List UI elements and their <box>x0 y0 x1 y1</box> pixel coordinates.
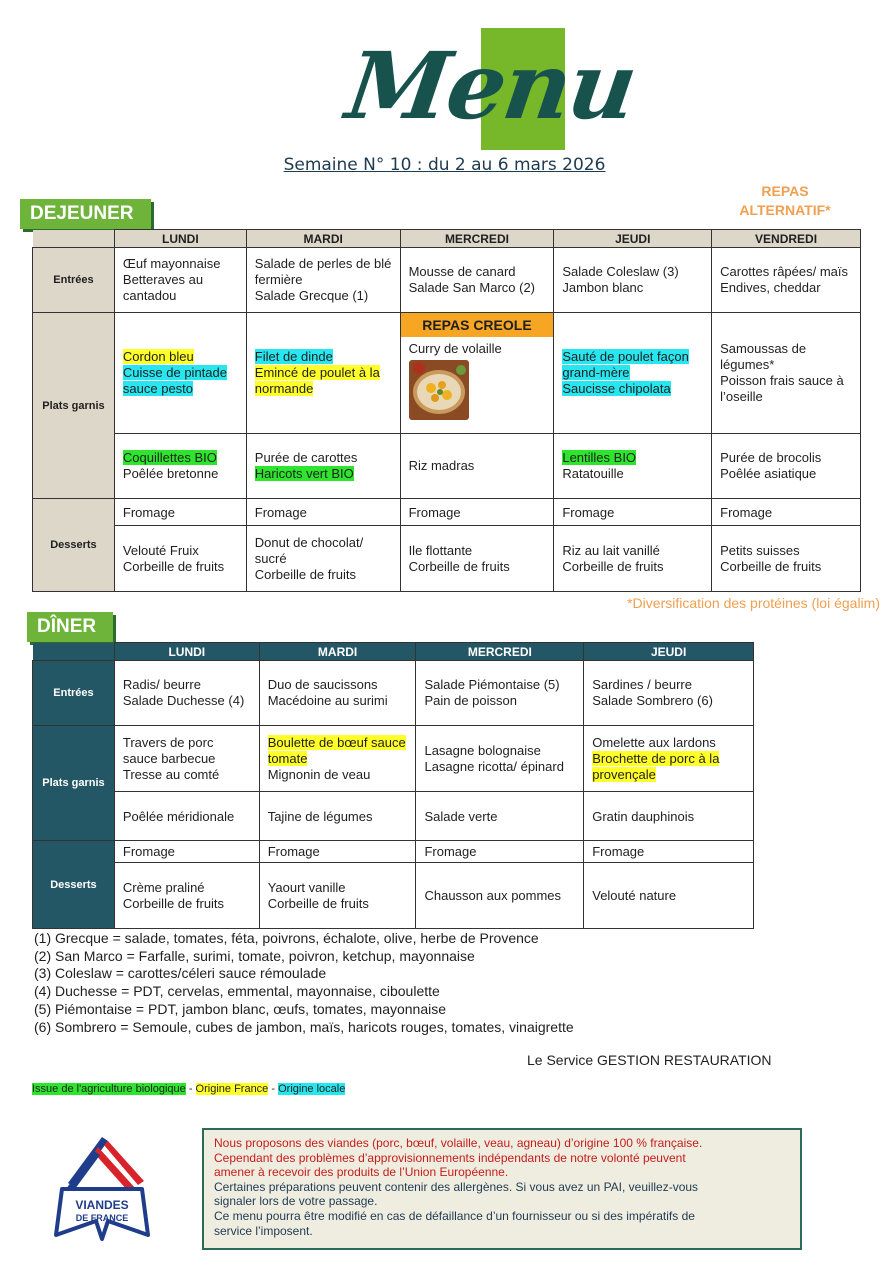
dish: Macédoine au surimi <box>267 693 388 708</box>
menu-cell <box>416 661 584 726</box>
fromage-cell: Fromage <box>114 841 259 863</box>
menu-cell <box>246 248 400 313</box>
legend-locale: Origine locale <box>278 1083 346 1095</box>
menu-cell <box>554 434 712 499</box>
dish: Corbeille de fruits <box>254 566 356 582</box>
dish: Corbeille de fruits <box>267 895 369 911</box>
dish: Salade Duchesse (4) <box>122 693 245 708</box>
dish: Travers de porc sauce barbecue <box>122 734 216 766</box>
menu-cell <box>114 434 246 499</box>
fromage-cell: Fromage <box>554 499 712 526</box>
info-line: Ce menu pourra être modifié en cas de défaillance d’un fournisseur ou si des impératifs de <box>214 1208 695 1223</box>
legend-separator: - <box>185 1083 196 1095</box>
repas-creole-banner: REPAS CREOLE <box>401 313 554 337</box>
day-header: MARDI <box>246 230 400 248</box>
menu-cell <box>246 434 400 499</box>
dish: Purée de brocolis <box>720 450 822 465</box>
menu-cell <box>712 313 861 434</box>
dish-origine-france: Emincé de poulet à la normande <box>254 365 380 396</box>
legend-line: (3) Coleslaw = carottes/céleri sauce rémoulade <box>34 965 327 982</box>
menu-cell: Salade verte <box>416 792 584 841</box>
dish: Corbeille de fruits <box>408 558 510 574</box>
dish: Riz madras <box>408 458 475 473</box>
day-header: MARDI <box>259 643 416 661</box>
day-header: MERCREDI <box>416 643 584 661</box>
menu-cell <box>554 313 712 434</box>
info-line: Cependant des problèmes d’approvisionnements indépendants de notre volonté peuvent <box>214 1150 686 1165</box>
menu-cell <box>114 863 259 929</box>
dish: Carottes râpées/ maïs <box>720 264 849 279</box>
alt-label-line2: ALTERNATIF* <box>739 202 831 218</box>
dish: Poêlée bretonne <box>122 466 219 481</box>
legend-line: (5) Piémontaise = PDT, jambon blanc, œufs, tomates, mayonnaise <box>34 1000 447 1017</box>
menu-cell <box>259 726 416 792</box>
dish: Crème praliné <box>122 879 205 895</box>
dish: Poisson frais sauce à l’oseille <box>720 373 844 404</box>
day-header: JEUDI <box>584 643 754 661</box>
menu-cell <box>400 248 554 313</box>
dish: Corbeille de fruits <box>122 895 225 911</box>
dish: Radis/ beurre <box>122 677 201 692</box>
dish: Lasagne bolognaise <box>424 742 541 758</box>
menu-cell <box>416 863 584 929</box>
dish-bio: Lentilles BIO <box>562 450 637 465</box>
menu-cell: Tajine de légumes <box>259 792 416 841</box>
diner-section-label: DÎNER <box>27 612 113 642</box>
dish: Corbeille de fruits <box>720 558 822 574</box>
legend-line: (1) Grecque = salade, tomates, féta, poivrons, échalote, olive, herbe de Provence <box>34 930 539 946</box>
color-legend <box>32 1083 345 1095</box>
menu-cell <box>584 661 754 726</box>
dish: Curry de volaille <box>408 341 502 356</box>
dish: Salade de perles de blé fermière <box>254 256 392 287</box>
diner-table <box>32 642 754 929</box>
day-header: MERCREDI <box>400 230 554 248</box>
dish: Omelette aux lardons <box>592 734 716 750</box>
menu-cell <box>712 526 861 592</box>
row-label-desserts: Desserts <box>33 499 115 592</box>
dish: Pain de poisson <box>424 693 517 708</box>
row-label-entrees: Entrées <box>33 661 115 726</box>
menu-cell <box>400 434 554 499</box>
fromage-cell: Fromage <box>400 499 554 526</box>
menu-cell <box>554 248 712 313</box>
dish-origine-locale: Filet de dinde <box>254 349 333 364</box>
dish: Corbeille de fruits <box>122 558 225 574</box>
legend-separator: - <box>268 1083 279 1095</box>
dish: Riz au lait vanillé <box>562 542 660 558</box>
legend-line: (2) San Marco = Farfalle, surimi, tomate, poivron, ketchup, mayonnaise <box>34 947 475 964</box>
dejeuner-table <box>32 229 861 592</box>
row-label-plats: Plats garnis <box>33 313 115 499</box>
fromage-cell: Fromage <box>416 841 584 863</box>
info-line: Nous proposons des viandes (porc, bœuf, volaille, veau, agneau) d’origine 100 % française. <box>214 1136 703 1150</box>
info-line: service l’imposent. <box>214 1223 313 1238</box>
vdf-logo-line2: DE FRANCE <box>75 1213 129 1223</box>
dish: Lasagne ricotta/ épinard <box>424 758 564 774</box>
dish: Sardines / beurre <box>592 677 692 692</box>
fromage-cell: Fromage <box>246 499 400 526</box>
menu-cell <box>554 526 712 592</box>
legend-bio: Issue de l'agriculture biologique <box>32 1083 186 1095</box>
table-corner <box>33 230 115 248</box>
fromage-cell: Fromage <box>584 841 754 863</box>
dish: Samoussas de légumes* <box>720 341 807 372</box>
menu-cell: Gratin dauphinois <box>584 792 754 841</box>
menu-cell <box>712 434 861 499</box>
day-header: JEUDI <box>554 230 712 248</box>
day-header: LUNDI <box>114 230 246 248</box>
viandes-de-france-logo <box>48 1131 156 1241</box>
dish: Poêlée asiatique <box>720 466 817 481</box>
menu-cell <box>400 526 554 592</box>
dish-bio: Coquillettes BIO <box>122 450 217 465</box>
dish: Yaourt vanille <box>267 879 346 895</box>
dish-origine-locale: Sauté de poulet façon grand-mère <box>562 349 689 380</box>
dish: Ile flottante <box>408 542 473 558</box>
row-label-entrees: Entrées <box>33 248 115 313</box>
fromage-cell: Fromage <box>114 499 246 526</box>
week-title <box>0 155 889 175</box>
day-header: LUNDI <box>114 643 259 661</box>
dish: Salade San Marco (2) <box>408 280 536 295</box>
menu-cell <box>246 526 400 592</box>
dish: Salade Grecque (1) <box>254 288 369 303</box>
dish: Mousse de canard <box>408 264 516 279</box>
curry-dish-photo <box>409 360 469 420</box>
dish: Velouté nature <box>592 887 677 903</box>
row-label-plats: Plats garnis <box>33 726 115 841</box>
dish-origine-france: Brochette de porc à la provençale <box>592 750 720 782</box>
info-line: Certaines préparations peuvent contenir des allergènes. Si vous avez un PAI, veuillez-vous <box>214 1179 699 1194</box>
info-line: amener à recevoir des produits de l’Union Européenne. <box>214 1165 509 1180</box>
fromage-cell: Fromage <box>712 499 861 526</box>
dish: Corbeille de fruits <box>562 558 664 574</box>
fromage-cell: Fromage <box>259 841 416 863</box>
day-header: VENDREDI <box>712 230 861 248</box>
menu-cell <box>416 726 584 792</box>
dish-bio: Haricots vert BIO <box>254 466 354 481</box>
dish-origine-france: Boulette de bœuf sauce tomate <box>267 734 406 766</box>
dish: Salade Coleslaw (3) <box>562 264 679 279</box>
dish: Œuf mayonnaise <box>122 256 221 271</box>
menu-cell <box>114 313 246 434</box>
menu-cell <box>114 726 259 792</box>
dish: Velouté Fruix <box>122 542 199 558</box>
dish: Purée de carottes <box>254 450 358 465</box>
dish: Endives, cheddar <box>720 280 821 295</box>
menu-cell <box>246 313 400 434</box>
menu-cell <box>584 726 754 792</box>
dish-origine-locale: Saucisse chipolata <box>562 381 671 396</box>
dejeuner-section-label: DEJEUNER <box>20 199 151 229</box>
dish-origine-locale: Cuisse de pintade sauce pesto <box>122 365 227 396</box>
info-line: signaler lors de votre passage. <box>214 1194 378 1209</box>
info-box <box>202 1128 802 1250</box>
dish: Salade Sombrero (6) <box>592 693 713 708</box>
table-corner <box>33 643 115 661</box>
legend-line: (6) Sombrero = Semoule, cubes de jambon, maïs, haricots rouges, tomates, vinaigrette <box>34 1018 574 1035</box>
dish: Duo de saucissons <box>267 677 378 692</box>
vdf-logo-line1: VIANDES <box>75 1198 129 1212</box>
alt-label-line1: REPAS <box>761 183 809 199</box>
menu-cell <box>259 661 416 726</box>
recipe-legend <box>34 930 574 1036</box>
dish: Chausson aux pommes <box>424 887 562 903</box>
dish: Donut de chocolat/ sucré <box>254 534 364 566</box>
dish: Tresse au comté <box>122 766 220 782</box>
legend-line: (4) Duchesse = PDT, cervelas, emmental, mayonnaise, ciboulette <box>34 983 440 1000</box>
diversification-note: *Diversification des protéines (loi égalim) <box>627 595 880 611</box>
dish: Jambon blanc <box>562 280 644 295</box>
menu-cell <box>259 863 416 929</box>
menu-cell: Poêlée méridionale <box>114 792 259 841</box>
week-title-text: Semaine N° 10 : du 2 au 6 mars 2026 <box>283 155 606 175</box>
menu-cell <box>114 248 246 313</box>
dish: Mignonin de veau <box>267 766 371 782</box>
dish-origine-france: Cordon bleu <box>122 349 194 364</box>
dish: Salade Piémontaise (5) <box>424 677 560 692</box>
menu-cell-creole <box>400 313 554 434</box>
alternative-meal-label <box>700 182 870 220</box>
row-label-desserts: Desserts <box>33 841 115 929</box>
menu-cell <box>114 661 259 726</box>
dish: Betteraves au cantadou <box>122 272 204 303</box>
menu-cell <box>584 863 754 929</box>
menu-logo-text: Menu <box>340 32 642 140</box>
dish: Ratatouille <box>562 466 624 481</box>
menu-cell <box>712 248 861 313</box>
service-signature: Le Service GESTION RESTAURATION <box>527 1052 772 1068</box>
dish: Petits suisses <box>720 542 800 558</box>
menu-cell <box>114 526 246 592</box>
legend-france: Origine France <box>195 1083 269 1095</box>
